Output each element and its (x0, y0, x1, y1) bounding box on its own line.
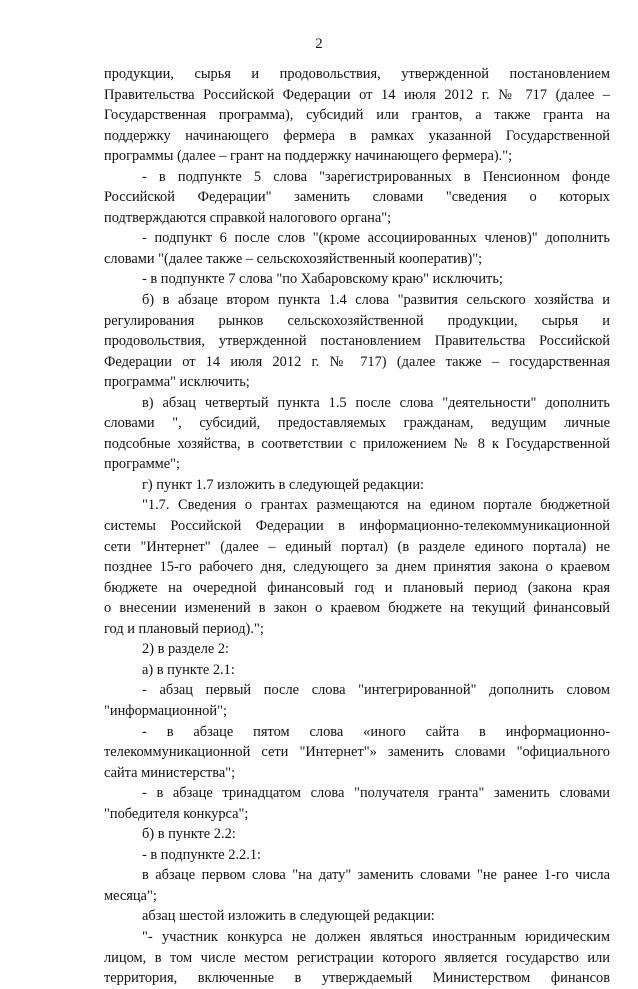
text-line: территория, включенные в утверждаемый Министерством финансов (104, 970, 610, 987)
text-line: бюджете на очередной финансовый год и плановый период (закона края (104, 579, 610, 596)
text-line: - подпункт 6 после слов "(кроме ассоциированных членов)" дополнить (142, 230, 610, 247)
text-line: Федерации от 14 июля 2012 г. № 717) (далее также – государственная (104, 353, 610, 370)
text-line: - в подпункте 5 слова "зарегистрированных в Пенсионном фонде (142, 168, 610, 185)
text-line: год и плановый период)."; (104, 620, 264, 637)
text-line: "победителя конкурса"; (104, 805, 249, 822)
text-line: б) в абзаце втором пункта 1.4 слова "развития сельского хозяйства и (142, 292, 610, 309)
text-line: а) в пункте 2.1: (142, 661, 235, 678)
text-line: подтверждаются справкой налогового органа"; (104, 209, 392, 226)
text-line: регулирования рынков сельскохозяйственной продукции, сырья и (104, 312, 610, 329)
text-line: "- участник конкурса не должен являться иностранным юридическим (142, 928, 610, 945)
text-line: продовольствия, утвержденной постановлением Правительства Российской (104, 333, 610, 350)
text-line: 2) в разделе 2: (142, 641, 230, 658)
text-line: Государственная программа), субсидий или грантов, а также гранта на (104, 107, 610, 124)
text-line: "1.7. Сведения о грантах размещаются на едином портале бюджетной (142, 497, 610, 514)
text-line: словами "(далее также – сельскохозяйственный кооператив)"; (104, 250, 483, 267)
text-line: телекоммуникационной сети "Интернет"» заменить словами "официального (104, 744, 610, 761)
text-line: программе"; (104, 456, 181, 473)
text-line: позднее 15-го рабочего дня, следующего за днем принятия закона о краевом (104, 559, 610, 576)
document-body (104, 64, 610, 989)
text-line: в) абзац четвертый пункта 1.5 после слова "деятельности" дополнить (142, 394, 610, 411)
text-line: - в абзаце пятом слова «иного сайта в информационно- (142, 723, 610, 740)
text-line: программы (далее – грант на поддержку начинающего фермера)."; (104, 148, 513, 165)
text-line: о внесении изменений в закон о краевом бюджете на текущий финансовый (104, 600, 610, 617)
text-line: в абзаце первом слова "на дату" заменить словами "не ранее 1-го числа (142, 867, 610, 884)
text-line: Правительства Российской Федерации от 14 июля 2012 г. № 717 (далее – (104, 86, 610, 103)
text-line: программа" исключить; (104, 374, 250, 391)
text-line: подсобные хозяйства, в соответствии с приложением № 8 к Государственной (104, 435, 610, 452)
text-line: "информационной"; (104, 702, 227, 719)
page-number: 2 (315, 36, 323, 52)
text-line: лицом, в том числе местом регистрации которого является государство или (104, 949, 610, 966)
text-line: - в подпункте 7 слова "по Хабаровскому краю" исключить; (142, 271, 503, 288)
text-line: поддержку начинающего фермера в рамках указанной Государственной (104, 127, 610, 144)
text-line: продукции, сырья и продовольствия, утвержденной постановлением (104, 66, 610, 82)
text-line: сети "Интернет" (далее – единый портал) (в разделе единого портала) не (104, 538, 610, 555)
text-line: словами ", субсидий, предоставляемых гражданам, ведущим личные (104, 415, 610, 432)
text-line: сайта министерства"; (104, 764, 236, 781)
text-line: г) пункт 1.7 изложить в следующей редакции: (142, 476, 425, 493)
text-line: б) в пункте 2.2: (142, 826, 236, 843)
text-line: - абзац первый после слова "интегрированной" дополнить словом (142, 682, 610, 699)
text-line: Российской Федерации" заменить словами "сведения о которых (104, 189, 610, 206)
text-line: месяца"; (104, 887, 157, 904)
text-line: - в абзаце тринадцатом слова "получателя гранта" заменить словами (142, 785, 610, 802)
text-line: абзац шестой изложить в следующей редакции: (142, 908, 435, 925)
text-line: - в подпункте 2.2.1: (142, 846, 262, 863)
text-line: системы Российской Федерации в информационно-телекоммуникационной (104, 518, 610, 535)
